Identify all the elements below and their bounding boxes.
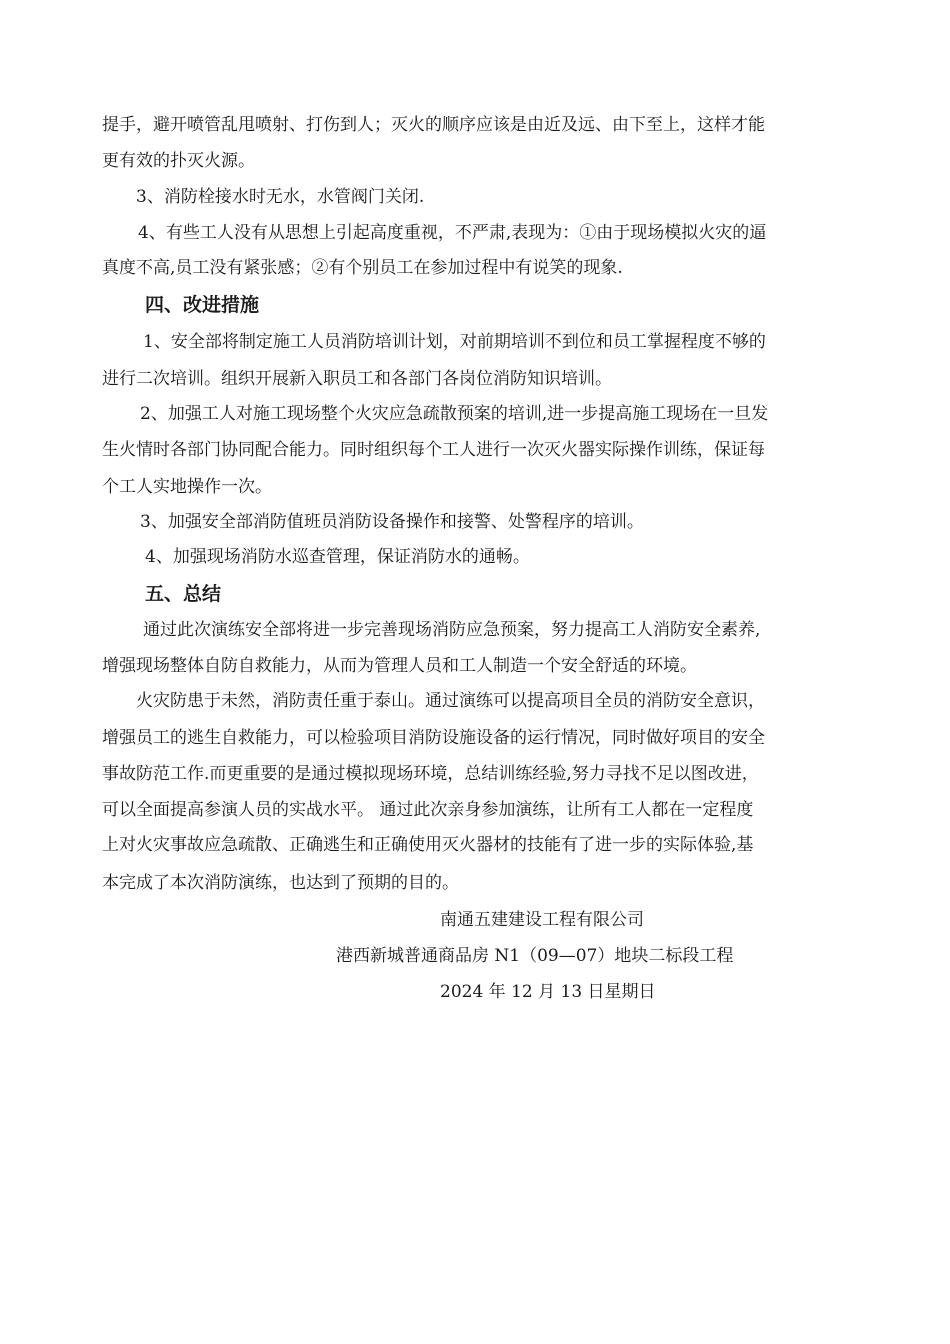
paragraph-line: 火灾防患于未然，消防责任重于泰山。通过演练可以提高项目全员的消防安全意识，	[136, 691, 765, 711]
paragraph-line: 进行二次培训。组织开展新入职员工和各部门各岗位消防知识培训。	[102, 369, 612, 389]
paragraph-line: 4、加强现场消防水巡查管理，保证消防水的通畅。	[145, 547, 530, 567]
paragraph-line: 可以全面提高参演人员的实战水平。 通过此次亲身参加演练，让所有工人都在一定程度	[102, 800, 754, 820]
paragraph-line: 3、消防栓接水时无水，水管阀门关闭.	[136, 187, 425, 207]
section-heading-improvements: 四、改进措施	[145, 294, 260, 316]
paragraph-line: 生火情时各部门协同配合能力。同时组织每个工人进行一次灭火器实际操作训练，保证每	[102, 440, 765, 460]
paragraph-line: 个工人实地操作一次。	[102, 477, 272, 497]
paragraph-line: 1、安全部将制定施工人员消防培训计划，对前期培训不到位和员工掌握程度不够的	[143, 332, 766, 352]
signature-company: 南通五建建设工程有限公司	[440, 910, 644, 930]
paragraph-line: 本完成了本次消防演练，也达到了预期的目的。	[102, 873, 459, 893]
paragraph-line: 3、加强安全部消防值班员消防设备操作和接警、处警程序的培训。	[140, 512, 644, 532]
paragraph-line: 事故防范工作.而更重要的是通过模拟现场环境，总结训练经验,努力寻找不足以图改进，	[102, 764, 759, 784]
paragraph-line: 真度不高,员工没有紧张感；②有个别员工在参加过程中有说笑的现象.	[102, 258, 623, 278]
section-heading-summary: 五、总结	[145, 583, 222, 605]
paragraph-line: 2、加强工人对施工现场整个火灾应急疏散预案的培训,进一步提高施工现场在一旦发	[140, 404, 769, 424]
paragraph-line: 上对火灾事故应急疏散、正确逃生和正确使用灭火器材的技能有了进一步的实际体验,基	[102, 835, 754, 855]
paragraph-line: 增强员工的逃生自救能力，可以检验项目消防设施设备的运行情况，同时做好项目的安全	[102, 728, 765, 748]
paragraph-line: 通过此次演练安全部将进一步完善现场消防应急预案，努力提高工人消防安全素养,	[143, 620, 761, 640]
paragraph-line: 增强现场整体自防自救能力，从而为管理人员和工人制造一个安全舒适的环境。	[102, 656, 697, 676]
signature-project: 港西新城普通商品房 N1（09—07）地块二标段工程	[336, 946, 734, 966]
paragraph-line: 提手，避开喷管乱甩喷射、打伤到人；灭火的顺序应该是由近及远、由下至上，这样才能	[102, 115, 765, 135]
paragraph-line: 更有效的扑灭火源。	[102, 151, 255, 171]
signature-date: 2024 年 12 月 13 日星期日	[440, 982, 656, 1002]
paragraph-line: 4、有些工人没有从思想上引起高度重视，不严肃,表现为：①由于现场模拟火灾的逼	[138, 223, 767, 243]
